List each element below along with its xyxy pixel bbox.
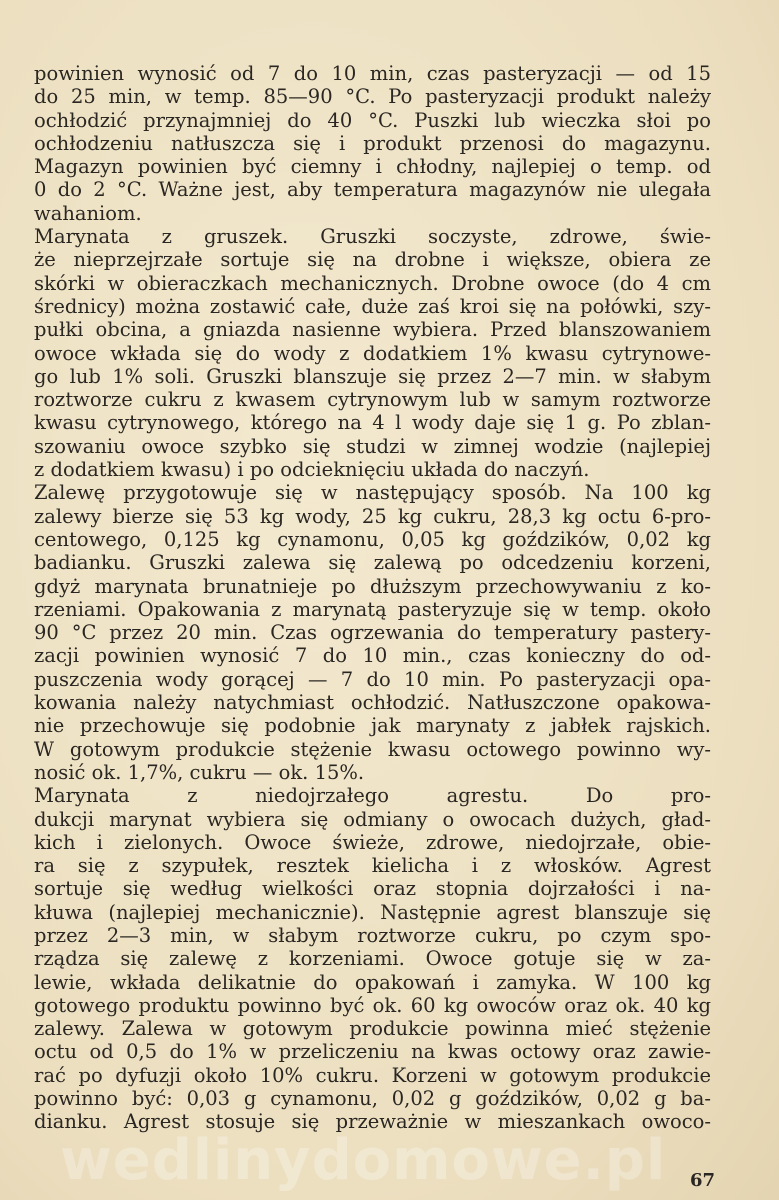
text-line: zacji powinien wynosić 7 do 10 min., czas konieczny do od-: [34, 644, 711, 668]
text-line: roztworze cukru z kwasem cytrynowym lub w samym roztworze: [34, 388, 711, 412]
watermark: wedlinydomowe.pl: [60, 1128, 667, 1193]
text-line: ochłodzeniu natłuszcza się i produkt przenosi do magazynu.: [34, 131, 711, 155]
text-line: W gotowym produkcie stężenie kwasu octowego powinno wy-: [34, 737, 711, 761]
text-line: nie przechowuje się podobnie jak marynaty z jabłek rajskich.: [34, 714, 711, 738]
text-line: szowaniu owoce szybko się studzi w zimnej wodzie (najlepiej: [34, 434, 711, 458]
text-line: Zalewę przygotowuje się w następujący sposób. Na 100 kg: [34, 481, 711, 505]
text-line: zalewy bierze się 53 kg wody, 25 kg cukru, 28,3 kg octu 6-pro-: [34, 504, 711, 528]
text-line: owoce wkłada się do wody z dodatkiem 1% kwasu cytrynowe-: [34, 341, 711, 365]
page-number: 67: [689, 1170, 715, 1191]
text-line: lewie, wkłada delikatnie do opakowań i zamyka. W 100 kg: [34, 970, 711, 994]
text-line: do 25 min, w temp. 85—90 °C. Po pasteryzacji produkt należy: [34, 85, 711, 109]
text-line: ochłodzić przynajmniej do 40 °C. Puszki lub wieczka słoi po: [34, 108, 711, 132]
text-line: badianku. Gruszki zalewa się zalewą po odcedzeniu korzeni,: [34, 551, 711, 575]
text-line: sortuje się według wielkości oraz stopnia dojrzałości i na-: [34, 877, 711, 901]
text-line: kłuwa (najlepiej mechanicznie). Następnie agrest blanszuje się: [34, 900, 711, 924]
body-text: [34, 62, 711, 1134]
text-line: dukcji marynat wybiera się odmiany o owocach dużych, gład-: [34, 807, 711, 831]
text-line: Marynata z gruszek. Gruszki soczyste, zdrowe, świe-: [34, 225, 711, 249]
text-line: rać po dyfuzji około 10% cukru. Korzeni w gotowym produkcie: [34, 1063, 711, 1087]
text-line: powinno być: 0,03 g cynamonu, 0,02 g goździków, 0,02 g ba-: [34, 1087, 711, 1111]
text-line: skórki w obieraczkach mechanicznych. Drobne owoce (do 4 cm: [34, 271, 711, 295]
text-line: zalewy. Zalewa w gotowym produkcie powinna mieć stężenie: [34, 1017, 711, 1041]
text-line: że nieprzejrzałe sortuje się na drobne i większe, obiera ze: [34, 248, 711, 272]
text-line: pułki obcina, a gniazda nasienne wybiera. Przed blanszowaniem: [34, 318, 711, 342]
text-line: rzeniami. Opakowania z marynatą pasteryzuje się w temp. około: [34, 597, 711, 621]
text-line: kwasu cytrynowego, którego na 4 l wody daje się 1 g. Po zblan-: [34, 411, 711, 435]
text-line: wahaniom.: [34, 201, 142, 225]
text-line: z dodatkiem kwasu) i po odcieknięciu układa do naczyń.: [34, 458, 590, 482]
text-line: średnicy) można zostawić całe, duże zaś kroi się na połówki, szy-: [34, 294, 711, 318]
text-line: dianku. Agrest stosuje się przeważnie w mieszankach owoco-: [34, 1110, 711, 1134]
text-line: ra się z szypułek, resztek kielicha i z włosków. Agrest: [34, 854, 711, 878]
text-line: 90 °C przez 20 min. Czas ogrzewania do temperatury pastery-: [34, 621, 711, 645]
text-line: go lub 1% soli. Gruszki blanszuje się przez 2—7 min. w słabym: [34, 364, 711, 388]
text-line: Magazyn powinien być ciemny i chłodny, najlepiej o temp. od: [34, 155, 711, 179]
text-line: kowania należy natychmiast ochłodzić. Natłuszczone opakowa-: [34, 691, 711, 715]
text-line: kich i zielonych. Owoce świeże, zdrowe, niedojrzałe, obie-: [34, 830, 711, 854]
text-line: rządza się zalewę z korzeniami. Owoce gotuje się w za-: [34, 947, 711, 971]
text-line: gotowego produktu powinno być ok. 60 kg owoców oraz ok. 40 kg: [34, 993, 711, 1017]
text-line: powinien wynosić od 7 do 10 min, czas pasteryzacji — od 15: [34, 62, 711, 85]
text-line: octu od 0,5 do 1% w przeliczeniu na kwas octowy oraz zawie-: [34, 1040, 711, 1064]
text-line: przez 2—3 min, w słabym roztworze cukru, po czym spo-: [34, 923, 711, 947]
text-line: gdyż marynata brunatnieje po dłuższym przechowywaniu z ko-: [34, 574, 711, 598]
text-line: nosić ok. 1,7%, cukru — ok. 15%.: [34, 760, 365, 784]
text-line: Marynata z niedojrzałego agrestu. Do pro-: [34, 784, 711, 808]
text-line: centowego, 0,125 kg cynamonu, 0,05 kg goździków, 0,02 kg: [34, 527, 711, 551]
text-line: 0 do 2 °C. Ważne jest, aby temperatura magazynów nie ulegała: [34, 178, 711, 202]
text-line: puszczenia wody gorącej — 7 do 10 min. Po pasteryzacji opa-: [34, 667, 711, 691]
